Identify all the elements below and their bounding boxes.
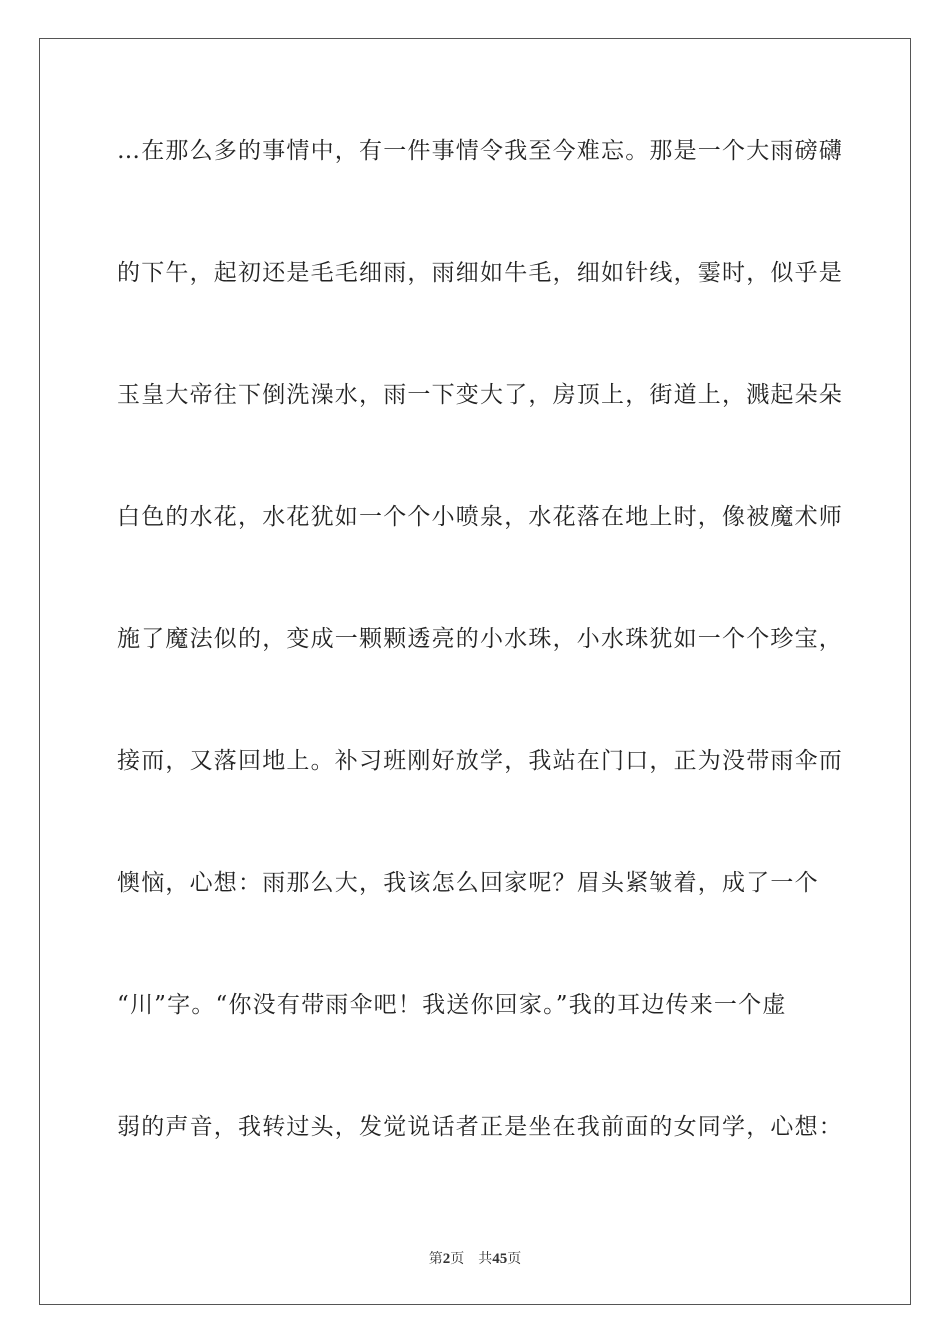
page-suffix: 页: [450, 1251, 465, 1267]
text-line-6: 接而，又落回地上。补习班刚好放学，我站在门口，正为没带雨伞而: [117, 748, 843, 774]
body-text: [117, 125, 843, 1223]
text-line-1: …在那么多的事情中，有一件事情令我至今难忘。那是一个大雨磅礴: [117, 138, 843, 164]
text-line-9: 弱的声音，我转过头，发觉说话者正是坐在我前面的女同学，心想：: [117, 1114, 843, 1140]
text-line-7: 懊恼，心想：雨那么大，我该怎么回家呢？眉头紧皱着，成了一个: [117, 870, 819, 896]
total-suffix: 页: [507, 1251, 522, 1267]
text-line-8: “川”字。“你没有带雨伞吧！我送你回家。”我的耳边传来一个虚: [117, 992, 787, 1018]
total-prefix: 共: [478, 1251, 493, 1267]
page-footer: [0, 1248, 950, 1268]
total-pages: 45: [492, 1251, 508, 1267]
page-prefix: 第: [428, 1251, 443, 1267]
text-line-4: 白色的水花，水花犹如一个个小喷泉，水花落在地上时，像被魔术师: [117, 504, 843, 530]
page-number: 2: [442, 1251, 451, 1267]
text-line-5: 施了魔法似的，变成一颗颗透亮的小水珠，小水珠犹如一个个珍宝，: [117, 626, 843, 652]
text-line-2: 的下午，起初还是毛毛细雨，雨细如牛毛，细如针线，霎时，似乎是: [117, 260, 843, 286]
text-line-3: 玉皇大帝往下倒洗澡水，雨一下变大了，房顶上，街道上，溅起朵朵: [117, 382, 843, 408]
